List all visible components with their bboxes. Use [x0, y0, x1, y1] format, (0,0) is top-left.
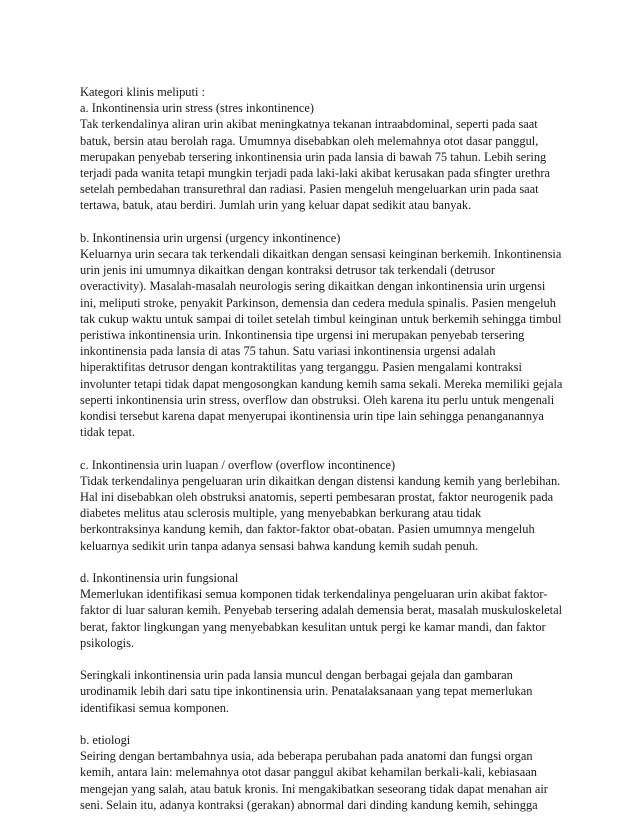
text-line: identifikasi semua komponen. [80, 700, 230, 715]
section-heading: d. Inkontinensia urin fungsional [80, 571, 239, 586]
paragraph-gap [80, 214, 570, 230]
text-line: ini, meliputi stroke, penyakit Parkinson, demensia dan cedera medula spinalis. Pasien mengeluh [80, 295, 556, 310]
text-line: Seringkali inkontinensia urin pada lansia muncul dengan berbagai gejala dan gambaran [80, 668, 513, 683]
text-line: mengejan yang salah, atau batuk kronis. Ini mengakibatkan seseorang tidak dapat menahan air [80, 781, 548, 796]
paragraph-gap [80, 651, 570, 667]
section-heading: b. Inkontinensia urin urgensi (urgency inkontinence) [80, 230, 341, 245]
text-line: hiperaktifitas detrusor dengan kontraktilitas yang terganggu. Pasien mengalami kontraksi [80, 360, 522, 375]
text-line: tertawa, batuk, atau berdiri. Jumlah urin yang keluar dapat sedikit atau banyak. [80, 198, 472, 213]
text-line: keluarnya sedikit urin tanpa adanya sensasi bahwa kandung kemih sudah penuh. [80, 538, 479, 553]
paragraph-gap [80, 554, 570, 570]
text-line: overactivity). Masalah-masalah neurologis sering dikaitkan dengan inkontinensia urin urgensi [80, 279, 546, 294]
text-line: seperti inkontinensia urin stress, overflow dan obstruksi. Oleh karena itu perlu untuk mengenali [80, 392, 555, 407]
text-line: batuk, bersin atau berolah raga. Umumnya disebabkan oleh melemahnya otot dasar panggul, [80, 133, 539, 148]
paragraph-gap [80, 716, 570, 732]
text-line: merupakan penyebab tersering inkontinensia urin pada lansia di bawah 75 tahun. Lebih sering [80, 149, 547, 164]
text-line: Seiring dengan bertambahnya usia, ada beberapa perubahan pada anatomi dan fungsi organ [80, 749, 533, 764]
section-heading: c. Inkontinensia urin luapan / overflow (overflow incontinence) [80, 457, 396, 472]
text-line: kondisi tersebut karena dapat menyerupai ikontinensia urin tipe lain sehingga penanganannya [80, 409, 544, 424]
text-line: psikologis. [80, 635, 135, 650]
text-line: faktor di luar saluran kemih. Penyebab tersering adalah demensia berat, masalah muskuloskeletal [80, 603, 563, 618]
text-line: setelah pembedahan transurethral dan radiasi. Pasien mengeluh mengeluarkan urin pada saat [80, 182, 539, 197]
section-heading: a. Inkontinensia urin stress (stres inkontinence) [80, 101, 314, 116]
text-line: berkontraksinya kandung kemih, dan faktor-faktor obat-obatan. Pasien umumnya mengeluh [80, 522, 535, 537]
text-line: tidak tepat. [80, 425, 136, 440]
paragraph-gap [80, 440, 570, 456]
text-line: terjadi pada wanita tetapi mungkin terjadi pada laki-laki akibat kerusakan pada sfingter urethra [80, 166, 550, 181]
text-line: Tak terkendalinya aliran urin akibat meningkatnya tekanan intraabdominal, seperti pada saat [80, 117, 538, 132]
text-line: urin jenis ini umumnya dikaitkan dengan kontraksi detrusor tak terkendali (detrusor [80, 263, 495, 278]
text-line: Tidak terkendalinya pengeluaran urin dikaitkan dengan distensi kandung kemih yang berlebihan. [80, 473, 561, 488]
text-line: kemih, antara lain: melemahnya otot dasar panggul akibat kehamilan berkali-kali, kebiasaan [80, 765, 537, 780]
section-heading: b. etiologi [80, 733, 131, 748]
text-line: tak cukup waktu untuk sampai di toilet setelah timbul keinginan untuk berkemih sehingga timbul [80, 311, 562, 326]
document-body [80, 84, 570, 813]
text-line: urodinamik lebih dari satu tipe inkontinensia urin. Penatalaksanaan yang tepat memerlukan [80, 684, 533, 699]
text-line: Memerlukan identifikasi semua komponen tidak terkendalinya pengeluaran urin akibat faktor- [80, 587, 548, 602]
text-line: inkontinensia pada lansia di atas 75 tahun. Satu variasi inkontinensia urgensi adalah [80, 344, 496, 359]
text-line: seni. Selain itu, adanya kontraksi (gerakan) abnormal dari dinding kandung kemih, sehingga [80, 797, 538, 812]
text-line: diabetes melitus atau sclerosis multiple, yang menyebabkan berkurang atau tidak [80, 506, 482, 521]
text-line: involunter tetapi tidak dapat mengosongkan kandung kemih sama sekali. Mereka memiliki gejala [80, 376, 563, 391]
text-line: berat, faktor lingkungan yang menyebabkan kesulitan untuk pergi ke kamar mandi, dan faktor [80, 619, 546, 634]
heading-line: Kategori klinis meliputi : [80, 85, 205, 99]
text-line: peristiwa inkontinensia urin. Inkontinensia tipe urgensi ini merupakan penyebab tersering [80, 328, 525, 343]
text-line: Hal ini disebabkan oleh obstruksi anatomis, seperti pembesaran prostat, faktor neurogenik pada [80, 490, 554, 505]
text-line: Keluarnya urin secara tak terkendali dikaitkan dengan sensasi keinginan berkemih. Inkontinensia [80, 247, 562, 262]
